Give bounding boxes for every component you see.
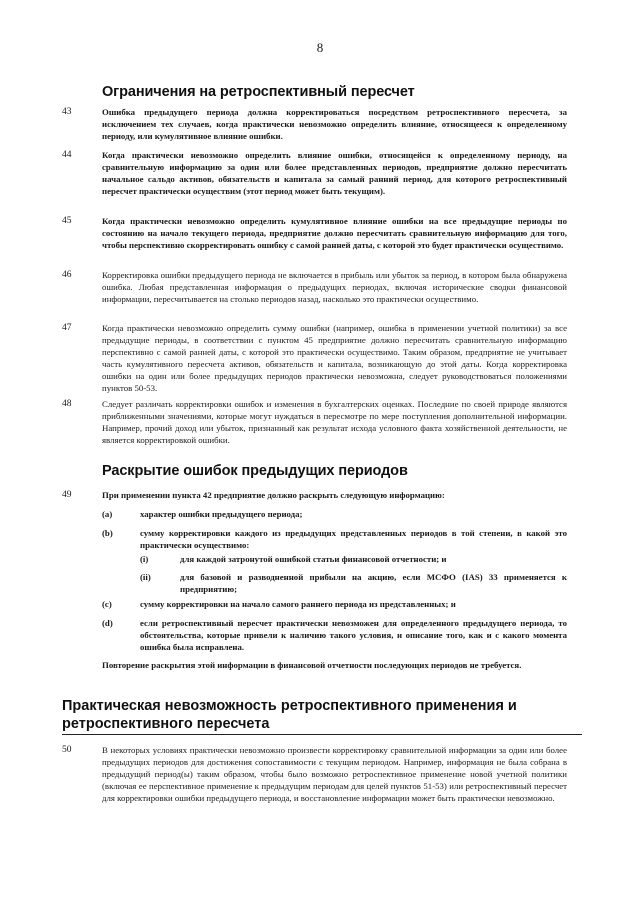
paragraph-45: Когда практически невозможно определить кумулятивное влияние ошибки на все предыдущие периоды по состоянию на начало текущего периода, предприятие должно пересчитать сравнительную информацию для того, чтобы перспективно скорректировать ошибку с самой ранней даты, с которой это будет практически осуществимо. [102,216,567,250]
paragraph-44: Когда практически невозможно определить влияние ошибки, относящейся к определенному периоду, на сравнительную информацию за один или более представленных периодов, предприятие должно пересчитать начальное сальдо активов, обязательств и капитала за самый ранний период, для которого ретроспективный пересчет практически осуществим (этот период может быть текущим). [102,150,567,196]
list-item-c: сумму корректировки на начало самого раннего периода из представленных; и [140,599,456,609]
paragraph-number: 46 [62,270,72,280]
section-heading-error-disclosure: Раскрытие ошибок предыдущих периодов [102,463,408,479]
list-label: (i) [140,554,149,564]
paragraph-46: Корректировка ошибки предыдущего периода не включается в прибыль или убыток за период, в котором была обнаружена ошибка. Любая представленная информация о предыдущих периодах, включая исторические сводки финансовой информации, пересчитывается на столько периодов назад, насколько это практически осуществимо. [102,270,567,304]
paragraph-49-closing: Повторение раскрытия этой информации в финансовой отчетности последующих периодов не требуется. [102,660,522,670]
paragraph-number: 43 [62,107,72,117]
page-number: 8 [316,40,324,55]
paragraph-43: Ошибка предыдущего периода должна корректироваться посредством ретроспективного пересчета, за исключением тех случаев, когда практически невозможно определить влияние, относящееся к определенному периоду, или кумулятивное влияние ошибки. [102,107,567,141]
paragraph-number: 50 [62,745,72,755]
list-label: (c) [102,599,112,609]
paragraph-number: 48 [62,399,72,409]
list-label: (b) [102,528,113,538]
list-item-b: сумму корректировки каждого из предыдущих представленных периодов в той степени, в какой это практически осуществимо: [140,528,567,550]
section-heading-restatement-limits: Ограничения на ретроспективный пересчет [102,84,415,100]
list-item-d: если ретроспективный пересчет практически невозможен для определенного предыдущего периода, то обстоятельства, которые привели к наличию такого условия, и описание того, как и с какого момента ошибка была исправлена. [140,618,567,652]
list-item-a: характер ошибки предыдущего периода; [140,509,303,519]
paragraph-number: 45 [62,216,72,226]
paragraph-number: 44 [62,150,72,160]
paragraph-50: В некоторых условиях практически невозможно произвести корректировку сравнительной информации за один или более предыдущих периодов для достижения сопоставимости с текущим периодом. Например, информация не была собрана в предыдущий период(ы) таким образом, чтобы было возможно ретроспективное применение новой учетной политики (включая ее перспективное применение к предыдущим периодам для целей пунктов 51-53) или ретроспективный пересчет для корректировки ошибки предыдущего периода, и восстановление информации может быть практически невозможно. [102,745,567,803]
paragraph-48: Следует различать корректировки ошибок и изменения в бухгалтерских оценках. Последние по своей природе являются приближенными значениями, которые могут нуждаться в пересмотре по мере поступления дополнительной информации. Например, прочий доход или убыток, признанный как результат исхода условного факта хозяйственной деятельности, не является корректировкой ошибки. [102,399,567,445]
section-heading-impracticability: Практическая невозможность ретроспективного применения и ретроспективного пересчета [62,698,517,732]
paragraph-number: 49 [62,490,72,500]
heading-underline [62,734,582,735]
paragraph-47: Когда практически невозможно определить сумму ошибки (например, ошибка в применении учетной политики) за все предыдущие периоды, в соответствии с пунктом 45 предприятие должно пересчитать сравнительную информацию перспективно с самой ранней даты, с которой это практически осуществимо. Таким образом, предприятие не учитывает часть кумулятивного пересчета активов, обязательств и капитала, возникающую до этой даты. Когда корректировка ошибки на один или более предыдущих периодов практически невозможна, следует руководствоваться положениями пунктов 50-53. [102,323,567,393]
list-label: (d) [102,618,113,628]
list-item-i: для каждой затронутой ошибкой статьи финансовой отчетности; и [180,554,447,564]
list-label: (a) [102,509,113,519]
list-label: (ii) [140,572,151,582]
paragraph-49-intro: При применении пункта 42 предприятие должно раскрыть следующую информацию: [102,490,445,500]
list-item-ii: для базовой и разводненной прибыли на акцию, если МСФО (IAS) 33 применяется к предприятию; [180,572,567,594]
paragraph-number: 47 [62,323,72,333]
